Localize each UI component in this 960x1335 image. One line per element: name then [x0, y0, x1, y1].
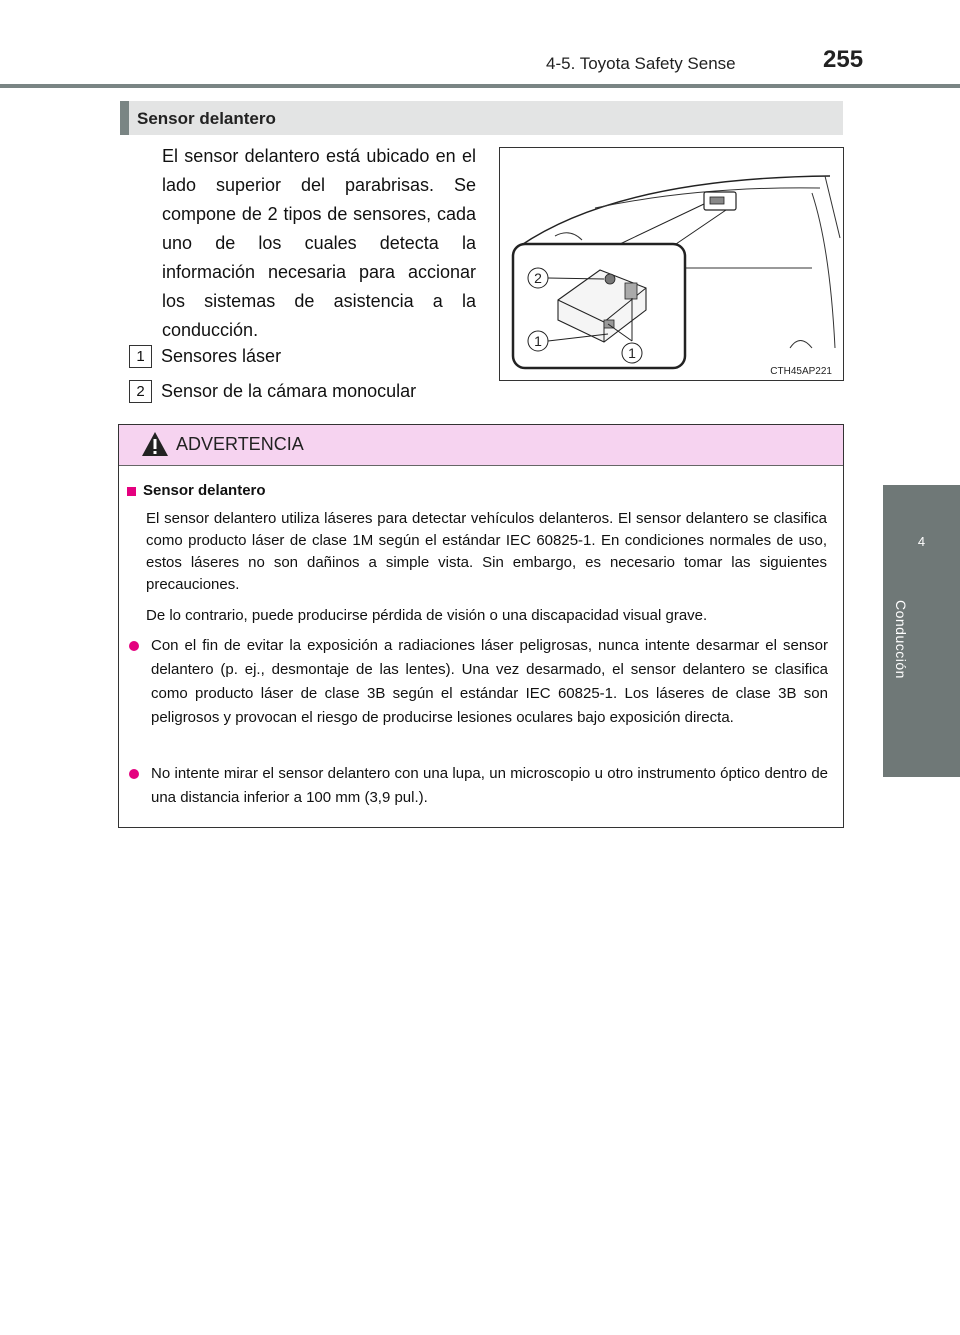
list-item-1	[129, 345, 281, 368]
figure-code: CTH45AP221	[770, 366, 832, 377]
laser-window-2	[625, 283, 637, 299]
warning-bullet-text-1: Con el fin de evitar la exposición a radiaciones láser peligrosas, nunca intente desarmar el sensor delantero (p. ej., desmontaje de las lentes). Una vez desarmado, el sensor delantero se clasifica como producto láser de clase 3B según el estándar IEC 60825-1. Los láseres de clase 3B son peligrosos y provocan el riesgo de producirse lesiones oculares bajo exposición directa.	[151, 637, 828, 726]
callout-number-2: 2	[534, 270, 542, 286]
warning-paragraph-2: De lo contrario, puede producirse pérdida de visión o una discapacidad visual grave.	[146, 607, 708, 624]
square-bullet-icon	[127, 487, 136, 496]
page-number: 255	[823, 46, 864, 73]
warning-title: ADVERTENCIA	[176, 434, 304, 454]
warning-paragraph: El sensor delantero utiliza láseres para detectar vehículos delanteros. El sensor delantero se clasifica como producto láser de clase 1M según el estándar IEC 60825-1. En condiciones normales de uso, estos láseres no son dañinos a simple vista. Sin embargo, es necesario tomar las siguientes precauciones.	[146, 510, 827, 593]
list-number-1: 1	[129, 345, 152, 368]
intro-paragraph: El sensor delantero está ubicado en el lado superior del parabrisas. Se compone de 2 tipos de sensores, cada uno de los cuales detecta la información necesaria para accionar los sistemas de asistencia a la conducción.	[162, 146, 476, 340]
windshield-top-edge	[520, 176, 830, 246]
callout-number-1a: 1	[534, 333, 542, 349]
circle-bullet-icon	[129, 769, 139, 779]
camera-lens	[605, 274, 615, 284]
header-section-title: 4-5. Toyota Safety Sense	[546, 54, 736, 73]
list-label-2: Sensor de la cámara monocular	[161, 381, 417, 401]
warning-subheading-text: Sensor delantero	[143, 482, 266, 499]
pillar-right	[812, 176, 840, 348]
sensor-lens	[710, 197, 724, 204]
callout-number-1b: 1	[628, 345, 636, 361]
sensor-figure	[499, 147, 844, 381]
zoom-line-b	[676, 210, 726, 244]
list-label-1: Sensores láser	[161, 346, 282, 366]
windshield-illustration	[500, 148, 843, 380]
warning-bullet-text-2: No intente mirar el sensor delantero con una lupa, un microscopio u otro instrumento óptico dentro de una distancia inferior a 100 mm (3,9 pul.).	[151, 765, 828, 806]
warning-bullet-2	[128, 762, 828, 810]
chapter-label: Conducción	[893, 600, 909, 679]
warning-subheading	[127, 482, 266, 499]
section-heading-accent	[120, 101, 129, 135]
warning-header	[119, 425, 843, 466]
list-item-2	[129, 380, 416, 403]
zoom-line-a	[620, 204, 704, 244]
chapter-number: 4	[917, 534, 926, 549]
warning-triangle-icon	[141, 431, 169, 457]
warning-box	[118, 424, 844, 828]
circle-bullet-icon	[129, 641, 139, 651]
mirror-left	[555, 233, 582, 240]
section-title: Sensor delantero	[137, 109, 276, 128]
dashboard-line	[685, 268, 812, 348]
header-rule	[0, 84, 960, 88]
section-heading-bar	[120, 101, 843, 135]
list-number-2: 2	[129, 380, 152, 403]
warning-bullet-1	[128, 634, 828, 730]
